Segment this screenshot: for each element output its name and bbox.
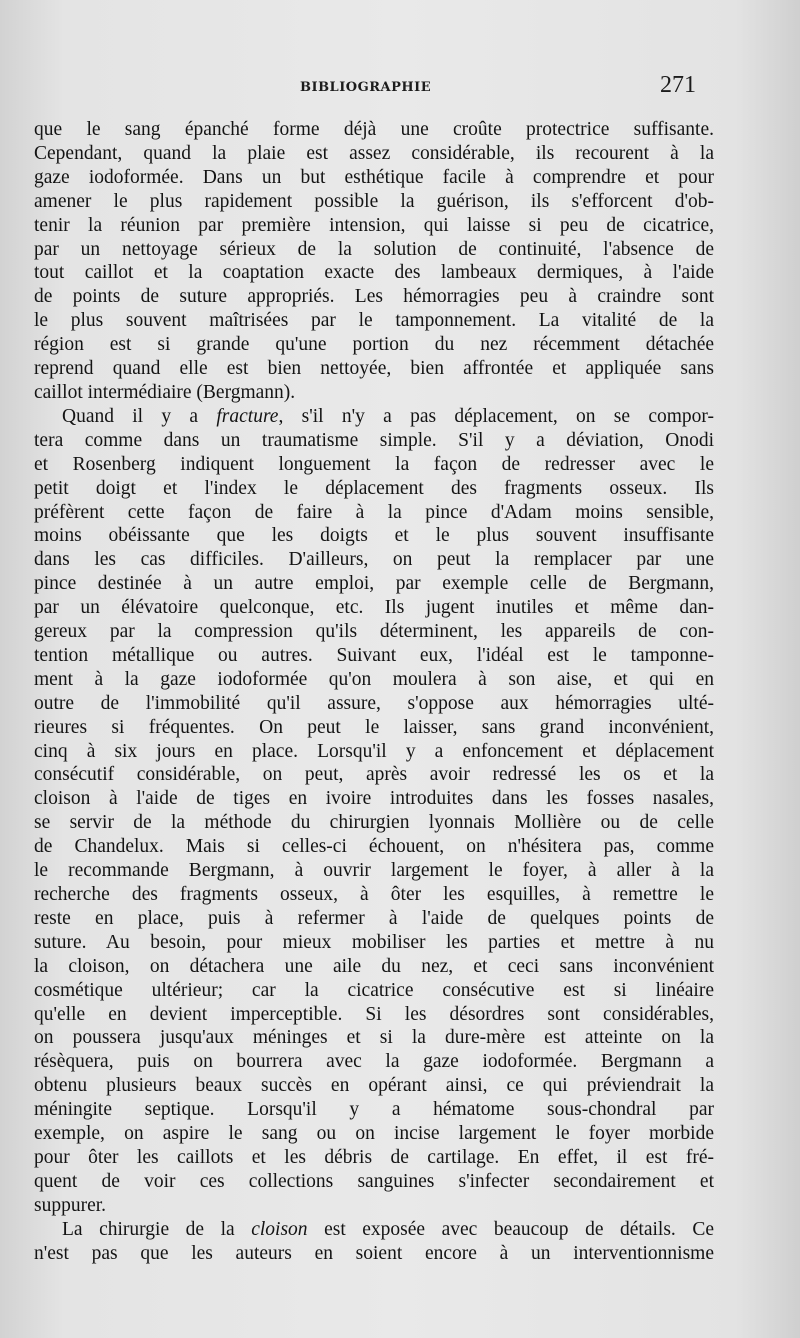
text-line: obtenu plusieurs beaux succès en opérant ainsi, ce qui préviendrait la (34, 1075, 714, 1097)
text-line: reste en place, puis à refermer à l'aide de quelques points de (34, 907, 714, 929)
text-line: rieures si fréquentes. On peut le laisser, sans grand inconvénient, (34, 716, 714, 738)
text-line: pour ôter les caillots et les débris de cartilage. En effet, il est fré- (34, 1146, 714, 1168)
italic-term: cloison (251, 1218, 308, 1240)
text-line: consécutif considérable, on peut, après avoir redressé les os et la (34, 764, 714, 786)
text-fragment: , s'il n'y a pas déplacement, on se compor- (278, 405, 714, 427)
text-line: n'est pas que les auteurs en soient encore à un interventionnisme (34, 1242, 714, 1264)
text-line: cosmétique ultérieur; car la cicatrice consécutive est si linéaire (34, 979, 714, 1001)
text-line: suture. Au besoin, pour mieux mobiliser les parties et mettre à nu (34, 931, 714, 953)
text-line: amener le plus rapidement possible la guérison, ils s'efforcent d'ob- (34, 190, 714, 212)
text-line: pince destinée à un autre emploi, par exemple celle de Bergmann, (34, 573, 714, 595)
italic-term: fracture (216, 405, 279, 427)
page-number: 271 (660, 72, 696, 98)
text-line: ment à la gaze iodoformée qu'on moulera à son aise, et qui en (34, 668, 714, 690)
text-line: se servir de la méthode du chirurgien lyonnais Mollière ou de celle (34, 812, 714, 834)
text-line: de Chandelux. Mais si celles-ci échouent, on n'hésitera pas, comme (34, 836, 714, 858)
text-line: qu'elle en devient imperceptible. Si les désordres sont considérables, (34, 1003, 714, 1025)
page-header (0, 72, 800, 102)
text-line: suppurer. (34, 1194, 107, 1216)
text-line: par un élévatoire quelconque, etc. Ils jugent inutiles et même dan- (34, 597, 714, 619)
text-fragment: Quand il y a (62, 405, 217, 427)
text-line: outre de l'immobilité qu'il assure, s'oppose aux hémorragies ulté- (34, 692, 714, 714)
text-line: que le sang épanché forme déjà une croûte protectrice suffisante. (34, 119, 714, 140)
text-line (34, 1218, 714, 1242)
running-head: BIBLIOGRAPHIE (300, 80, 432, 95)
text-line: par un nettoyage sérieux de la solution de continuité, l'absence de (34, 238, 714, 260)
text-line: préfèrent cette façon de faire à la pince d'Adam moins sensible, (34, 501, 714, 523)
text-line: tenir la réunion par première intension, qui laisse si peu de cicatrice, (34, 214, 714, 236)
text-line: cinq à six jours en place. Lorsqu'il y a enfoncement et déplacement (34, 740, 714, 762)
text-line: et Rosenberg indiquent longuement la façon de redresser avec le (34, 453, 714, 475)
text-line: moins obéissante que les doigts et le plus souvent insuffisante (34, 525, 714, 547)
text-line: quent de voir ces collections sanguines s'infecter secondairement et (34, 1170, 714, 1192)
text-line: Cependant, quand la plaie est assez considérable, ils recourent à la (34, 142, 714, 164)
text-fragment: est exposée avec beaucoup de détails. Ce (307, 1218, 714, 1240)
text-line: caillot intermédiaire (Bergmann). (34, 381, 296, 403)
text-line: tera comme dans un traumatisme simple. S'il y a déviation, Onodi (34, 429, 714, 451)
text-line: le recommande Bergmann, à ouvrir largement le foyer, à aller à la (34, 860, 714, 882)
text-line: le plus souvent maîtrisées par le tamponnement. La vitalité de la (34, 310, 714, 332)
body-text (34, 118, 714, 1266)
text-line: on poussera jusqu'aux méninges et si la dure-mère est atteinte on la (34, 1027, 714, 1049)
text-line: méningite septique. Lorsqu'il y a hématome sous-chondral par (34, 1099, 714, 1121)
text-line: petit doigt et l'index le déplacement des fragments osseux. Ils (34, 477, 714, 499)
text-line: recherche des fragments osseux, à ôter les esquilles, à remettre le (34, 884, 714, 905)
text-line (34, 405, 714, 429)
text-line: exemple, on aspire le sang ou on incise largement le foyer morbide (34, 1123, 714, 1145)
text-line: cloison à l'aide de tiges en ivoire introduites dans les fosses nasales, (34, 788, 714, 810)
text-line: dans les cas difficiles. D'ailleurs, on peut la remplacer par une (34, 549, 714, 571)
text-line: région est si grande qu'une portion du nez récemment détachée (34, 334, 714, 356)
text-line: de points de suture appropriés. Les hémorragies peu à craindre sont (34, 286, 714, 308)
text-line: la cloison, on détachera une aile du nez, et ceci sans inconvénient (34, 955, 714, 977)
text-line: résèquera, puis on bourrera avec la gaze iodoformée. Bergmann a (34, 1051, 714, 1073)
text-line: reprend quand elle est bien nettoyée, bien affrontée et appliquée sans (34, 358, 714, 380)
text-line: gereux par la compression qu'ils déterminent, les appareils de con- (34, 621, 714, 643)
text-fragment: La chirurgie de la (62, 1218, 252, 1240)
text-line: tention métallique ou autres. Suivant eux, l'idéal est le tamponne- (34, 644, 714, 666)
text-line: tout caillot et la coaptation exacte des lambeaux dermiques, à l'aide (34, 262, 714, 284)
text-line: gaze iodoformée. Dans un but esthétique facile à comprendre et pour (34, 166, 714, 188)
